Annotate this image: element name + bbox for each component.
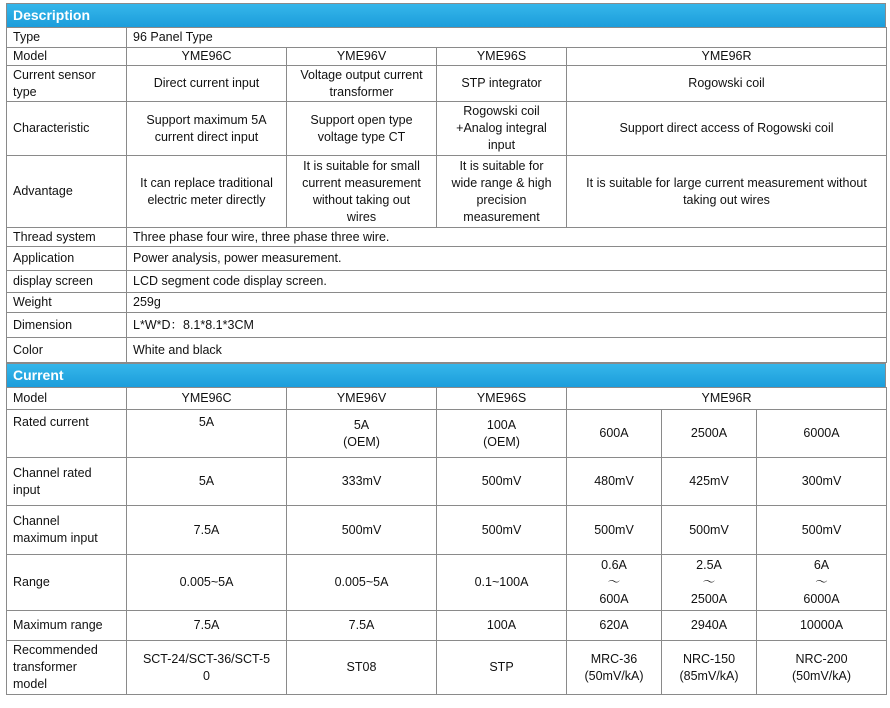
application-label: Application bbox=[7, 247, 127, 271]
channel-max-cell: 500mV bbox=[662, 506, 757, 555]
model-label: Model bbox=[7, 48, 127, 66]
range-cell: 0.1~100A bbox=[437, 555, 567, 611]
table-row bbox=[7, 555, 887, 611]
table-row bbox=[7, 458, 887, 506]
thread-value: Three phase four wire, three phase three wire. bbox=[127, 228, 887, 247]
sensor-cell: Voltage output current transformer bbox=[287, 66, 437, 102]
rated-cell: 2500A bbox=[662, 410, 757, 458]
table-row bbox=[7, 271, 887, 293]
channel-max-cell: 500mV bbox=[757, 506, 887, 555]
table-row bbox=[7, 641, 887, 695]
channel-rated-cell: 5A bbox=[127, 458, 287, 506]
dimension-label: Dimension bbox=[7, 313, 127, 338]
max-range-cell: 10000A bbox=[757, 611, 887, 641]
channel-rated-cell: 300mV bbox=[757, 458, 887, 506]
thread-label: Thread system bbox=[7, 228, 127, 247]
recommended-cell: STP bbox=[437, 641, 567, 695]
table-row bbox=[7, 388, 887, 410]
application-value: Power analysis, power measurement. bbox=[127, 247, 887, 271]
display-value: LCD segment code display screen. bbox=[127, 271, 887, 293]
color-label: Color bbox=[7, 338, 127, 363]
rated-cell: 5A (OEM) bbox=[287, 410, 437, 458]
sensor-cell: Direct current input bbox=[127, 66, 287, 102]
max-range-cell: 100A bbox=[437, 611, 567, 641]
type-value: 96 Panel Type bbox=[127, 28, 887, 48]
spec-sheet bbox=[6, 3, 886, 695]
dimension-value: L*W*D：8.1*8.1*3CM bbox=[127, 313, 887, 338]
model-cell: YME96C bbox=[127, 48, 287, 66]
table-row bbox=[7, 313, 887, 338]
table-row bbox=[7, 228, 887, 247]
channel-max-cell: 7.5A bbox=[127, 506, 287, 555]
characteristic-cell: Rogowski coil +Analog integral input bbox=[437, 102, 567, 156]
range-cell: 2.5A ～ 2500A bbox=[662, 555, 757, 611]
table-row bbox=[7, 338, 887, 363]
table-row bbox=[7, 410, 887, 458]
channel-rated-cell: 480mV bbox=[567, 458, 662, 506]
channel-rated-cell: 333mV bbox=[287, 458, 437, 506]
table-row bbox=[7, 293, 887, 313]
table-row bbox=[7, 611, 887, 641]
current-table bbox=[6, 387, 887, 695]
sensor-label: Current sensor type bbox=[7, 66, 127, 102]
characteristic-cell: Support maximum 5A current direct input bbox=[127, 102, 287, 156]
recommended-cell: MRC-36 (50mV/kA) bbox=[567, 641, 662, 695]
rated-cell: 6000A bbox=[757, 410, 887, 458]
description-table bbox=[6, 27, 887, 363]
sensor-cell: STP integrator bbox=[437, 66, 567, 102]
rated-cell: 100A (OEM) bbox=[437, 410, 567, 458]
channel-max-cell: 500mV bbox=[437, 506, 567, 555]
channel-rated-label: Channel rated input bbox=[7, 458, 127, 506]
channel-max-cell: 500mV bbox=[287, 506, 437, 555]
model-cell: YME96V bbox=[287, 388, 437, 410]
advantage-cell: It is suitable for large current measurement without taking out wires bbox=[567, 156, 887, 228]
recommended-cell: ST08 bbox=[287, 641, 437, 695]
type-label: Type bbox=[7, 28, 127, 48]
model-cell: YME96S bbox=[437, 48, 567, 66]
table-row bbox=[7, 28, 887, 48]
model-cell: YME96R bbox=[567, 388, 887, 410]
table-row bbox=[7, 48, 887, 66]
recommended-cell: NRC-150 (85mV/kA) bbox=[662, 641, 757, 695]
range-cell: 0.005~5A bbox=[287, 555, 437, 611]
model-cell: YME96R bbox=[567, 48, 887, 66]
channel-max-label: Channel maximum input bbox=[7, 506, 127, 555]
model-label: Model bbox=[7, 388, 127, 410]
channel-rated-cell: 425mV bbox=[662, 458, 757, 506]
advantage-label: Advantage bbox=[7, 156, 127, 228]
color-value: White and black bbox=[127, 338, 887, 363]
channel-max-cell: 500mV bbox=[567, 506, 662, 555]
range-cell: 0.005~5A bbox=[127, 555, 287, 611]
model-cell: YME96C bbox=[127, 388, 287, 410]
table-row bbox=[7, 156, 887, 228]
display-label: display screen bbox=[7, 271, 127, 293]
weight-label: Weight bbox=[7, 293, 127, 313]
max-range-cell: 620A bbox=[567, 611, 662, 641]
max-range-cell: 7.5A bbox=[287, 611, 437, 641]
advantage-cell: It is suitable for wide range & high precision measurement bbox=[437, 156, 567, 228]
range-cell: 0.6A ～ 600A bbox=[567, 555, 662, 611]
model-cell: YME96S bbox=[437, 388, 567, 410]
sensor-cell: Rogowski coil bbox=[567, 66, 887, 102]
table-row bbox=[7, 66, 887, 102]
recommended-cell: SCT-24/SCT-36/SCT-5 0 bbox=[127, 641, 287, 695]
rated-current-label: Rated current bbox=[7, 410, 127, 458]
weight-value: 259g bbox=[127, 293, 887, 313]
advantage-cell: It is suitable for small current measurement without taking out wires bbox=[287, 156, 437, 228]
current-header: Current bbox=[6, 363, 886, 387]
range-label: Range bbox=[7, 555, 127, 611]
max-range-label: Maximum range bbox=[7, 611, 127, 641]
table-row bbox=[7, 102, 887, 156]
recommended-label: Recommended transformer model bbox=[7, 641, 127, 695]
advantage-cell: It can replace traditional electric meter directly bbox=[127, 156, 287, 228]
characteristic-label: Characteristic bbox=[7, 102, 127, 156]
rated-cell: 600A bbox=[567, 410, 662, 458]
channel-rated-cell: 500mV bbox=[437, 458, 567, 506]
description-header: Description bbox=[6, 3, 886, 27]
characteristic-cell: Support direct access of Rogowski coil bbox=[567, 102, 887, 156]
table-row bbox=[7, 247, 887, 271]
table-row bbox=[7, 506, 887, 555]
max-range-cell: 7.5A bbox=[127, 611, 287, 641]
model-cell: YME96V bbox=[287, 48, 437, 66]
rated-cell: 5A bbox=[127, 410, 287, 458]
recommended-cell: NRC-200 (50mV/kA) bbox=[757, 641, 887, 695]
range-cell: 6A ～ 6000A bbox=[757, 555, 887, 611]
characteristic-cell: Support open type voltage type CT bbox=[287, 102, 437, 156]
max-range-cell: 2940A bbox=[662, 611, 757, 641]
